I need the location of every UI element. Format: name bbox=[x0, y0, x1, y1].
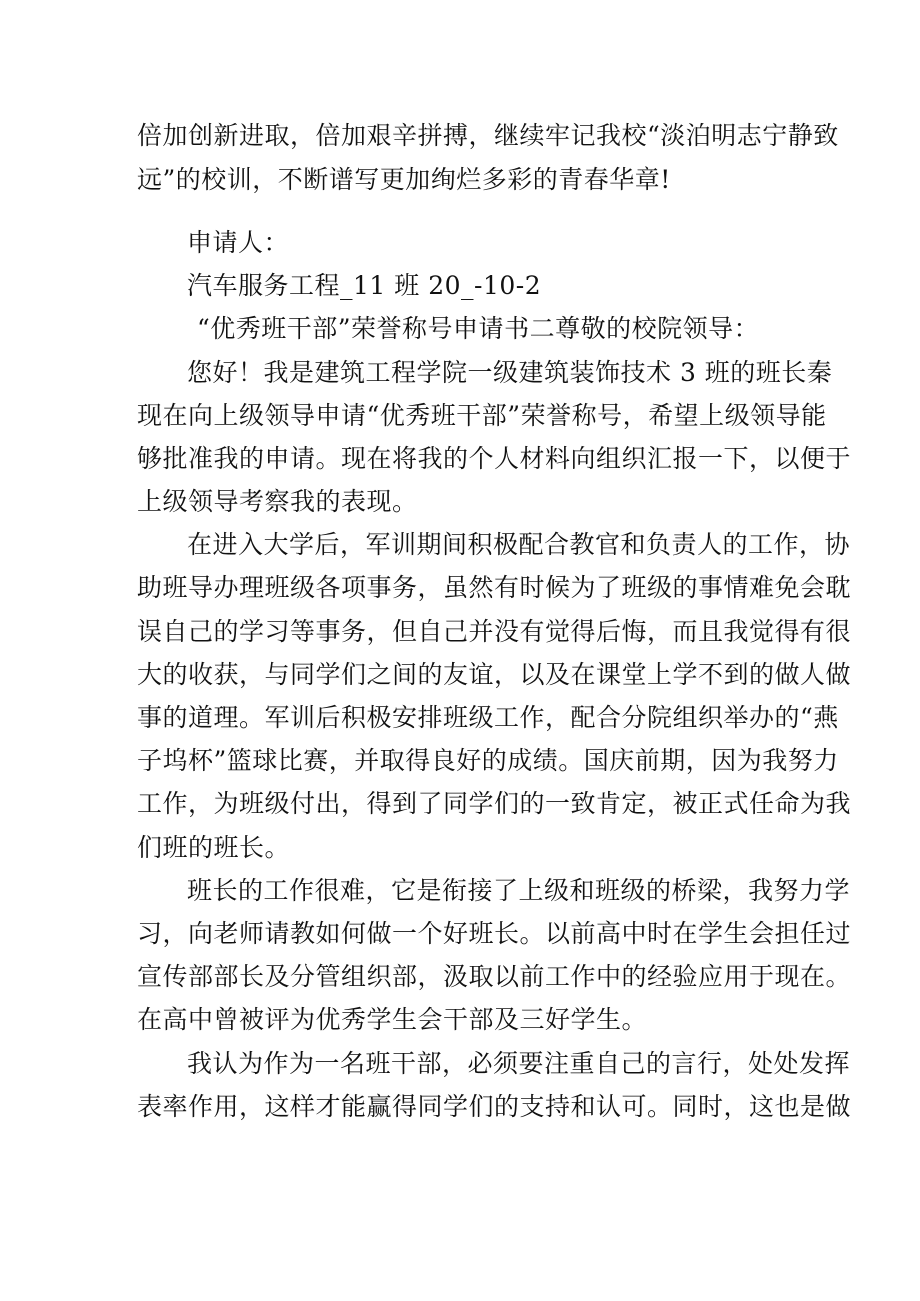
text-line: 远”的校训，不断谱写更加绚烂多彩的青春华章! bbox=[137, 165, 671, 194]
text-line: 助班导办理班级各项事务，虽然有时候为了班级的事情难免会耽 bbox=[137, 573, 852, 602]
text-line: 在进入大学后，军训期间积极配合教官和负责人的工作，协 bbox=[187, 530, 851, 559]
text-line: 倍加创新进取，倍加艰辛拼搏，继续牢记我校“淡泊明志宁静致 bbox=[137, 121, 839, 150]
text-line: 上级领导考察我的表现。 bbox=[137, 487, 418, 516]
text-line: 我认为作为一名班干部，必须要注重自己的言行，处处发挥 bbox=[187, 1049, 851, 1078]
text-line: 您好！我是建筑工程学院一级建筑装饰技术 3 班的班长秦 bbox=[187, 358, 833, 387]
text-line: 现在向上级领导申请“优秀班干部”荣誉称号，希望上级领导能 bbox=[137, 401, 827, 430]
text-line: 表率作用，这样才能赢得同学们的支持和认可。同时，这也是做 bbox=[137, 1092, 852, 1121]
text-line: 宣传部部长及分管组织部，汲取以前工作中的经验应用于现在。 bbox=[137, 962, 852, 991]
text-line: 事的道理。军训后积极安排班级工作，配合分院组织举办的“燕 bbox=[137, 703, 839, 732]
text-line: 习，向老师请教如何做一个好班长。以前高中时在学生会担任过 bbox=[137, 919, 852, 948]
text-line: 子坞杯”篮球比赛，并取得良好的成绩。国庆前期，因为我努力 bbox=[137, 746, 839, 775]
text-line: 们班的班长。 bbox=[137, 833, 291, 862]
applicant-label: 申请人： bbox=[187, 228, 290, 257]
text-line: 班长的工作很难，它是衔接了上级和班级的桥梁，我努力学 bbox=[187, 876, 851, 905]
text-line: 够批准我的申请。现在将我的个人材料向组织汇报一下，以便于 bbox=[137, 444, 852, 473]
text-line: 大的收获，与同学们之间的友谊，以及在课堂上学不到的做人做 bbox=[137, 660, 852, 689]
text-line: 在高中曾被评为优秀学生会干部及三好学生。 bbox=[137, 1005, 648, 1034]
section-heading: “优秀班干部”荣誉称号申请书二尊敬的校院领导： bbox=[197, 314, 760, 343]
applicant-class-date: 汽车服务工程_11 班 20_-10-2 bbox=[187, 271, 542, 300]
text-line: 误自己的学习等事务，但自己并没有觉得后悔，而且我觉得有很 bbox=[137, 617, 852, 646]
text-line: 工作，为班级付出，得到了同学们的一致肯定，被正式任命为我 bbox=[137, 789, 852, 818]
